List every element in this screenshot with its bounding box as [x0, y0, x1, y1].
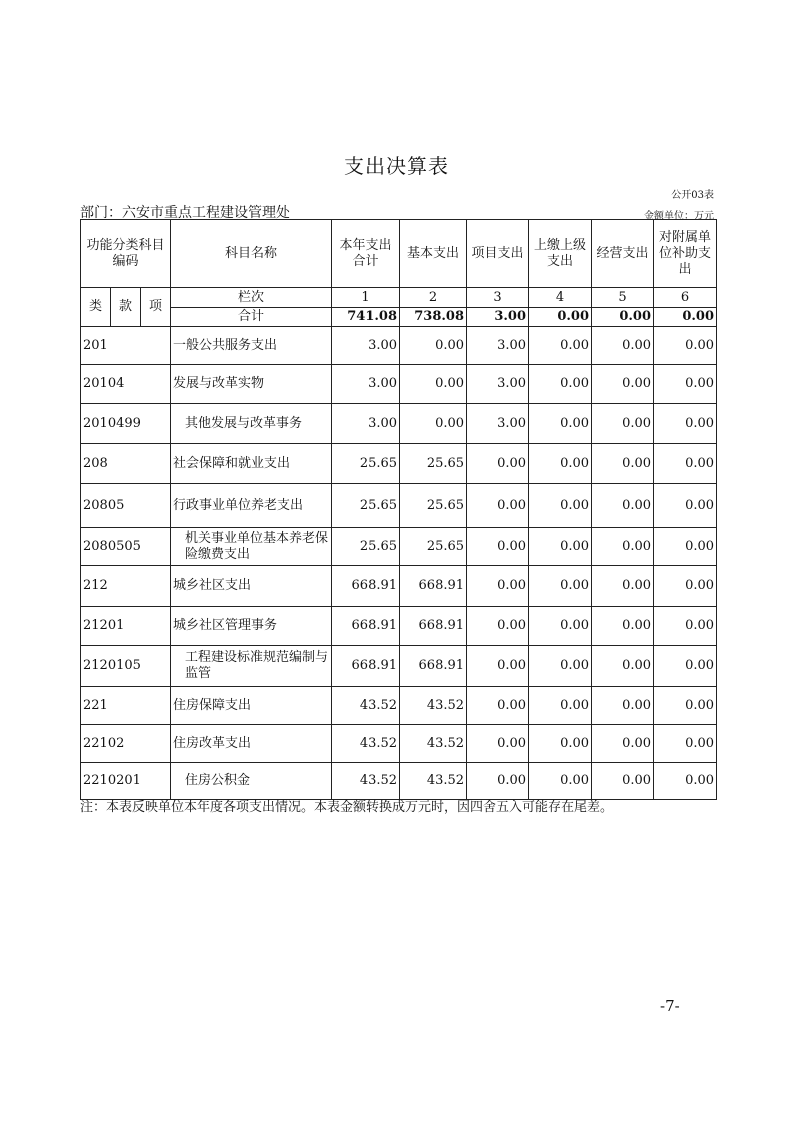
row-code: 221 [81, 687, 171, 725]
total-upper: 0.00 [529, 308, 592, 327]
col-index-5: 5 [592, 288, 654, 308]
total-row [81, 308, 717, 327]
row-subsidy: 0.00 [654, 404, 717, 444]
table-number: 公开03表 [671, 190, 714, 201]
row-project: 3.00 [467, 365, 529, 404]
row-name: 发展与改革实物 [171, 365, 332, 404]
row-business: 0.00 [592, 365, 654, 404]
total-total: 741.08 [332, 308, 400, 327]
row-name: 社会保障和就业支出 [171, 444, 332, 484]
header-total: 本年支出合计 [332, 220, 400, 288]
header-xiang: 项 [141, 288, 171, 327]
row-upper: 0.00 [529, 327, 592, 365]
row-business: 0.00 [592, 484, 654, 528]
table-row [81, 566, 717, 607]
row-upper: 0.00 [529, 687, 592, 725]
row-project: 3.00 [467, 327, 529, 365]
row-code: 2210201 [81, 763, 171, 800]
table-row [81, 607, 717, 646]
row-business: 0.00 [592, 444, 654, 484]
row-subsidy: 0.00 [654, 444, 717, 484]
header-kuan: 款 [111, 288, 141, 327]
row-project: 0.00 [467, 725, 529, 763]
row-business: 0.00 [592, 646, 654, 687]
row-name: 机关事业单位基本养老保险缴费支出 [171, 528, 332, 566]
row-name: 其他发展与改革事务 [171, 404, 332, 444]
row-name: 住房改革支出 [171, 725, 332, 763]
row-project: 0.00 [467, 763, 529, 800]
col-index-4: 4 [529, 288, 592, 308]
table-row [81, 763, 717, 800]
row-upper: 0.00 [529, 646, 592, 687]
row-total: 668.91 [332, 646, 400, 687]
header-basic: 基本支出 [400, 220, 467, 288]
row-total: 3.00 [332, 327, 400, 365]
row-subsidy: 0.00 [654, 327, 717, 365]
row-business: 0.00 [592, 528, 654, 566]
col-index-1: 1 [332, 288, 400, 308]
table-header [81, 220, 717, 327]
header-business: 经营支出 [592, 220, 654, 288]
row-upper: 0.00 [529, 484, 592, 528]
row-name: 住房公积金 [171, 763, 332, 800]
row-name: 行政事业单位养老支出 [171, 484, 332, 528]
header-lanci: 栏次 [171, 288, 332, 308]
header-project: 项目支出 [467, 220, 529, 288]
row-upper: 0.00 [529, 444, 592, 484]
page-number: -7- [660, 997, 680, 1015]
row-total: 43.52 [332, 687, 400, 725]
row-name: 住房保障支出 [171, 687, 332, 725]
row-business: 0.00 [592, 404, 654, 444]
row-business: 0.00 [592, 327, 654, 365]
row-name: 城乡社区支出 [171, 566, 332, 607]
header-code: 功能分类科目编码 [81, 220, 171, 288]
row-project: 0.00 [467, 607, 529, 646]
row-code: 20805 [81, 484, 171, 528]
row-total: 3.00 [332, 404, 400, 444]
total-basic: 738.08 [400, 308, 467, 327]
row-name: 城乡社区管理事务 [171, 607, 332, 646]
row-upper: 0.00 [529, 404, 592, 444]
row-total: 25.65 [332, 444, 400, 484]
row-subsidy: 0.00 [654, 528, 717, 566]
row-upper: 0.00 [529, 365, 592, 404]
row-business: 0.00 [592, 687, 654, 725]
row-code: 22102 [81, 725, 171, 763]
row-project: 0.00 [467, 528, 529, 566]
row-upper: 0.00 [529, 763, 592, 800]
table-body [81, 327, 717, 800]
table-row [81, 646, 717, 687]
row-basic: 668.91 [400, 607, 467, 646]
col-index-3: 3 [467, 288, 529, 308]
row-basic: 668.91 [400, 646, 467, 687]
col-index-6: 6 [654, 288, 717, 308]
page-title: 支出决算表 [344, 154, 449, 178]
unit-label: 金额单位：万元 [644, 211, 714, 222]
row-total: 668.91 [332, 566, 400, 607]
row-subsidy: 0.00 [654, 763, 717, 800]
row-basic: 25.65 [400, 528, 467, 566]
header-name: 科目名称 [171, 220, 332, 288]
department-label: 部门：六安市重点工程建设管理处 [80, 205, 290, 221]
total-label: 合计 [171, 308, 332, 327]
row-business: 0.00 [592, 725, 654, 763]
table-row [81, 725, 717, 763]
row-basic: 43.52 [400, 763, 467, 800]
row-project: 3.00 [467, 404, 529, 444]
total-project: 3.00 [467, 308, 529, 327]
col-index-2: 2 [400, 288, 467, 308]
total-business: 0.00 [592, 308, 654, 327]
row-subsidy: 0.00 [654, 687, 717, 725]
row-total: 668.91 [332, 607, 400, 646]
row-name: 一般公共服务支出 [171, 327, 332, 365]
row-code: 201 [81, 327, 171, 365]
row-total: 25.65 [332, 484, 400, 528]
row-business: 0.00 [592, 763, 654, 800]
row-basic: 25.65 [400, 444, 467, 484]
row-upper: 0.00 [529, 528, 592, 566]
row-code: 212 [81, 566, 171, 607]
row-project: 0.00 [467, 444, 529, 484]
header-subsidy: 对附属单位补助支出 [654, 220, 717, 288]
row-total: 43.52 [332, 725, 400, 763]
row-basic: 668.91 [400, 566, 467, 607]
row-basic: 43.52 [400, 687, 467, 725]
row-basic: 0.00 [400, 365, 467, 404]
row-subsidy: 0.00 [654, 646, 717, 687]
expenditure-table [80, 219, 717, 800]
header-upper: 上缴上级支出 [529, 220, 592, 288]
row-basic: 0.00 [400, 327, 467, 365]
row-code: 21201 [81, 607, 171, 646]
table-row [81, 444, 717, 484]
row-total: 3.00 [332, 365, 400, 404]
header-lei: 类 [81, 288, 111, 327]
total-subsidy: 0.00 [654, 308, 717, 327]
row-subsidy: 0.00 [654, 725, 717, 763]
row-upper: 0.00 [529, 725, 592, 763]
table-row [81, 528, 717, 566]
table-row [81, 404, 717, 444]
row-upper: 0.00 [529, 607, 592, 646]
row-total: 25.65 [332, 528, 400, 566]
row-upper: 0.00 [529, 566, 592, 607]
row-name: 工程建设标准规范编制与监管 [171, 646, 332, 687]
table-row [81, 365, 717, 404]
row-code: 2120105 [81, 646, 171, 687]
row-subsidy: 0.00 [654, 607, 717, 646]
footnote: 注：本表反映单位本年度各项支出情况。本表金额转换成万元时，因四舍五入可能存在尾差。 [80, 800, 614, 815]
table-row [81, 327, 717, 365]
row-total: 43.52 [332, 763, 400, 800]
row-subsidy: 0.00 [654, 566, 717, 607]
row-basic: 25.65 [400, 484, 467, 528]
row-project: 0.00 [467, 646, 529, 687]
row-business: 0.00 [592, 566, 654, 607]
row-subsidy: 0.00 [654, 365, 717, 404]
table-row [81, 484, 717, 528]
row-project: 0.00 [467, 566, 529, 607]
row-basic: 43.52 [400, 725, 467, 763]
row-subsidy: 0.00 [654, 484, 717, 528]
row-code: 2080505 [81, 528, 171, 566]
row-code: 2010499 [81, 404, 171, 444]
row-basic: 0.00 [400, 404, 467, 444]
table-row [81, 687, 717, 725]
row-business: 0.00 [592, 607, 654, 646]
row-code: 20104 [81, 365, 171, 404]
row-project: 0.00 [467, 484, 529, 528]
row-project: 0.00 [467, 687, 529, 725]
row-code: 208 [81, 444, 171, 484]
